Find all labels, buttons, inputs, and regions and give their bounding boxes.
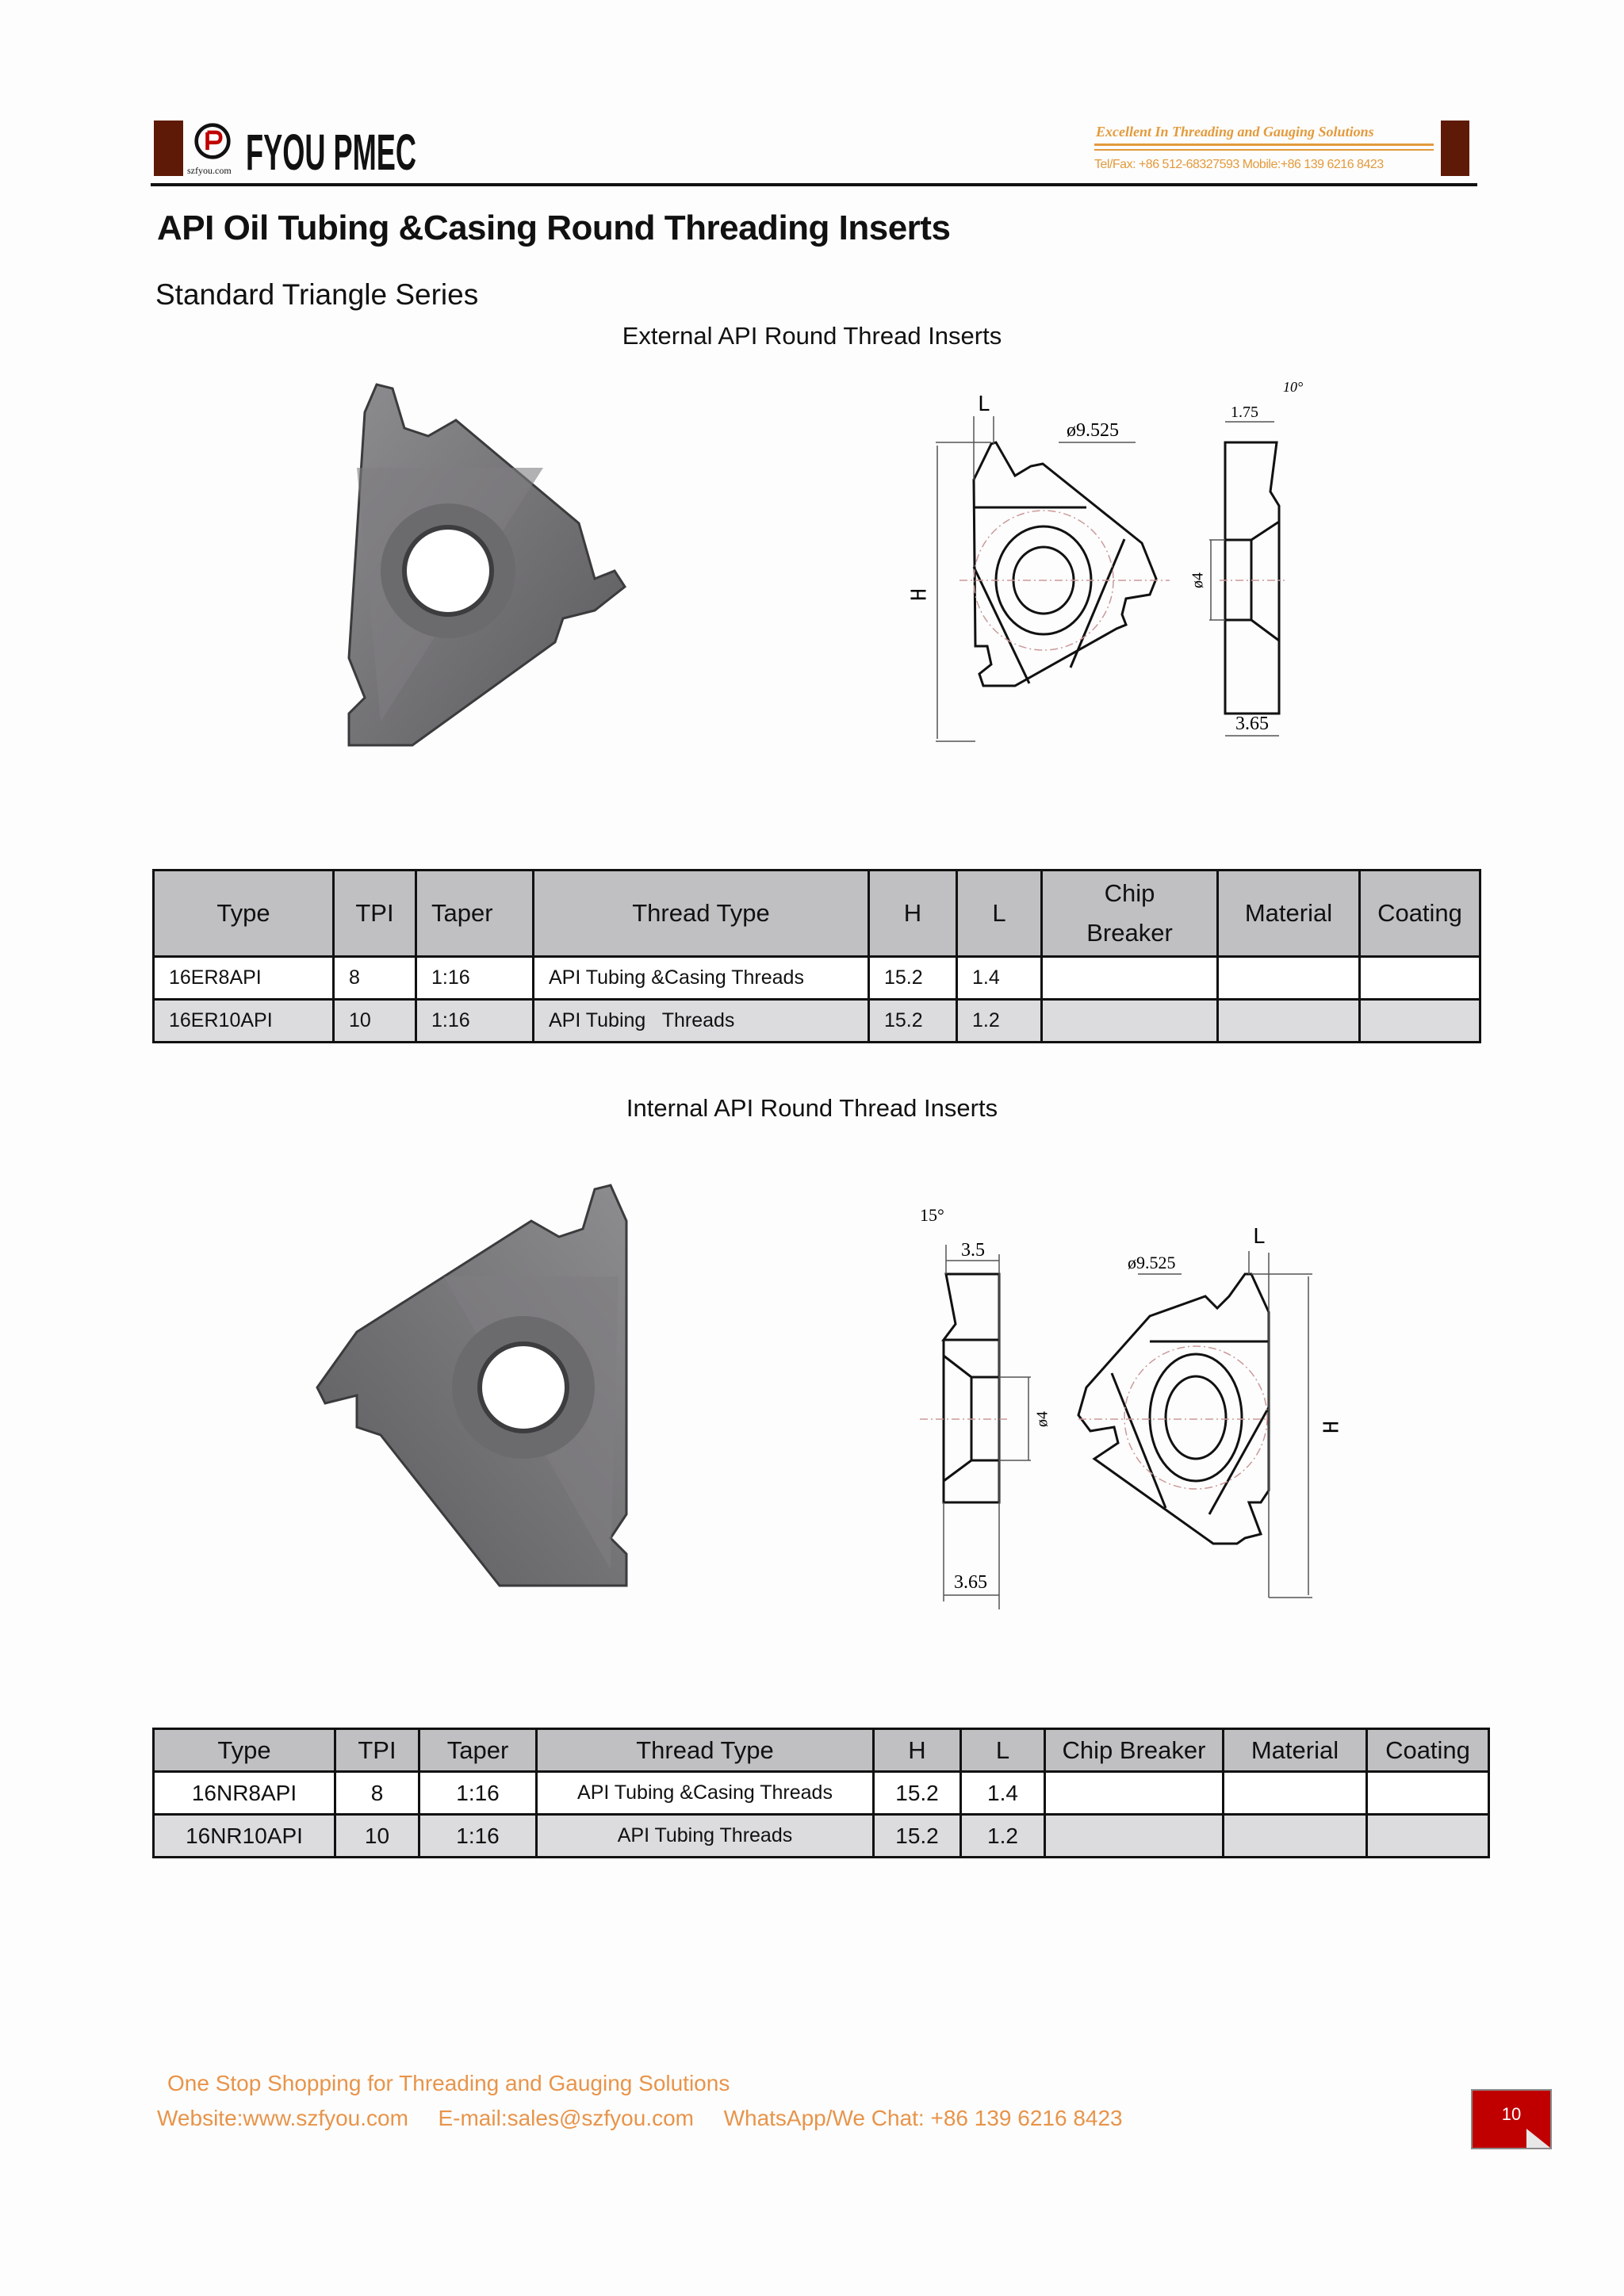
logo [187, 121, 425, 181]
cell: 16NR10API [154, 1815, 335, 1858]
internal-inserts-table [152, 1728, 1490, 1858]
external-insert-photo [333, 373, 626, 753]
col-header: TPI [335, 1729, 419, 1772]
header-bar-right [1441, 121, 1469, 176]
col-header: Thread Type [537, 1729, 874, 1772]
cell [1224, 1815, 1367, 1858]
col-header: Chip Breaker [1045, 1729, 1224, 1772]
dim-angle: 10° [1283, 379, 1304, 395]
internal-insert-photo [309, 1173, 642, 1594]
cell [1042, 957, 1218, 1000]
external-insert-drawing [904, 373, 1396, 753]
header-tagline: Excellent In Threading and Gauging Solutions [1096, 124, 1374, 140]
header-contact: Tel/Fax: +86 512-68327593 Mobile:+86 139 6216 8423 [1094, 158, 1384, 171]
cell: 15.2 [869, 1000, 957, 1043]
cell: 16NR8API [154, 1772, 335, 1815]
dim-diameter: ø9.525 [1067, 420, 1119, 441]
dim-H: H [1320, 1421, 1344, 1433]
cell [1367, 1772, 1489, 1815]
col-header: L [961, 1729, 1045, 1772]
col-header: Material [1224, 1729, 1367, 1772]
cell: 1.2 [957, 1000, 1042, 1043]
logo-icon [193, 122, 232, 160]
dim-L: L [1253, 1225, 1266, 1249]
cell [1360, 1000, 1480, 1043]
col-header: L [957, 871, 1042, 957]
cell [1360, 957, 1480, 1000]
col-header: Coating [1360, 871, 1480, 957]
cell: 1:16 [419, 1772, 537, 1815]
series-subtitle: Standard Triangle Series [155, 278, 479, 311]
dim-H: H [907, 588, 932, 601]
page-title: API Oil Tubing &Casing Round Threading Inserts [157, 209, 951, 247]
cell: API Tubing Threads [534, 1000, 869, 1043]
cell [1367, 1815, 1489, 1858]
cell: 1:16 [416, 1000, 534, 1043]
cell: 1.2 [961, 1815, 1045, 1858]
col-header: Material [1218, 871, 1360, 957]
dim-L: L [978, 392, 990, 416]
cell: API Tubing Threads [537, 1815, 874, 1858]
header-bar-left [154, 121, 183, 176]
col-header: Chip Breaker [1042, 871, 1218, 957]
dim-hole: ø4 [1033, 1411, 1051, 1427]
cell: 1:16 [419, 1815, 537, 1858]
col-header: H [869, 871, 957, 957]
cell: API Tubing &Casing Threads [534, 957, 869, 1000]
cell [1224, 1772, 1367, 1815]
footer-slogan: One Stop Shopping for Threading and Gauging Solutions [167, 2071, 730, 2095]
table-header-row [154, 871, 1480, 957]
cell [1042, 1000, 1218, 1043]
cell: 15.2 [874, 1815, 961, 1858]
cell: API Tubing &Casing Threads [537, 1772, 874, 1815]
internal-heading: Internal API Round Thread Inserts [626, 1094, 998, 1122]
cell: 8 [334, 957, 416, 1000]
dim-diameter: ø9.525 [1128, 1253, 1176, 1272]
logo-wordmark [246, 121, 420, 181]
cell [1045, 1772, 1224, 1815]
cell: 10 [335, 1815, 419, 1858]
table-header-row [154, 1729, 1489, 1772]
external-heading: External API Round Thread Inserts [622, 322, 1002, 350]
table-row [154, 1772, 1489, 1815]
page-number: 10 [1501, 2104, 1522, 2124]
cell [1218, 1000, 1360, 1043]
cell: 16ER8API [154, 957, 334, 1000]
dim-width-35: 3.5 [961, 1240, 985, 1261]
dim-angle: 15° [920, 1205, 944, 1225]
cell: 16ER10API [154, 1000, 334, 1043]
cell: 1.4 [957, 957, 1042, 1000]
col-header: Taper [416, 871, 534, 957]
footer-website-link[interactable]: Website:www.szfyou.com [157, 2106, 408, 2130]
tagline-rule [1094, 144, 1434, 146]
logo-text: FYOU PMEC [246, 124, 416, 181]
col-header: TPI [334, 871, 416, 957]
col-header: H [874, 1729, 961, 1772]
cell [1045, 1815, 1224, 1858]
col-header: Type [154, 1729, 335, 1772]
table-row [154, 957, 1480, 1000]
footer-whatsapp: WhatsApp/We Chat: +86 139 6216 8423 [723, 2106, 1123, 2130]
cell: 1.4 [961, 1772, 1045, 1815]
cell: 15.2 [869, 957, 957, 1000]
cell: 1:16 [416, 957, 534, 1000]
footer-contacts [157, 2106, 1123, 2131]
page-curl [1526, 2129, 1550, 2148]
dim-width-365: 3.65 [954, 1572, 987, 1593]
col-header: Type [154, 871, 334, 957]
col-header: Coating [1367, 1729, 1489, 1772]
external-inserts-table [152, 869, 1481, 1043]
dim-width-365: 3.65 [1235, 714, 1269, 734]
cell: 15.2 [874, 1772, 961, 1815]
dim-hole: ø4 [1189, 572, 1207, 588]
cell [1218, 957, 1360, 1000]
header-divider [151, 183, 1477, 186]
table-row [154, 1815, 1489, 1858]
dim-width-175: 1.75 [1231, 404, 1258, 421]
tagline-rule [1094, 149, 1434, 151]
cell: 10 [334, 1000, 416, 1043]
col-header: Thread Type [534, 871, 869, 957]
internal-insert-drawing [912, 1197, 1388, 1609]
col-header: Taper [419, 1729, 537, 1772]
footer-email-link[interactable]: E-mail:sales@szfyou.com [438, 2106, 694, 2130]
table-row [154, 1000, 1480, 1043]
logo-subtext: szfyou.com [187, 165, 232, 176]
cell: 8 [335, 1772, 419, 1815]
